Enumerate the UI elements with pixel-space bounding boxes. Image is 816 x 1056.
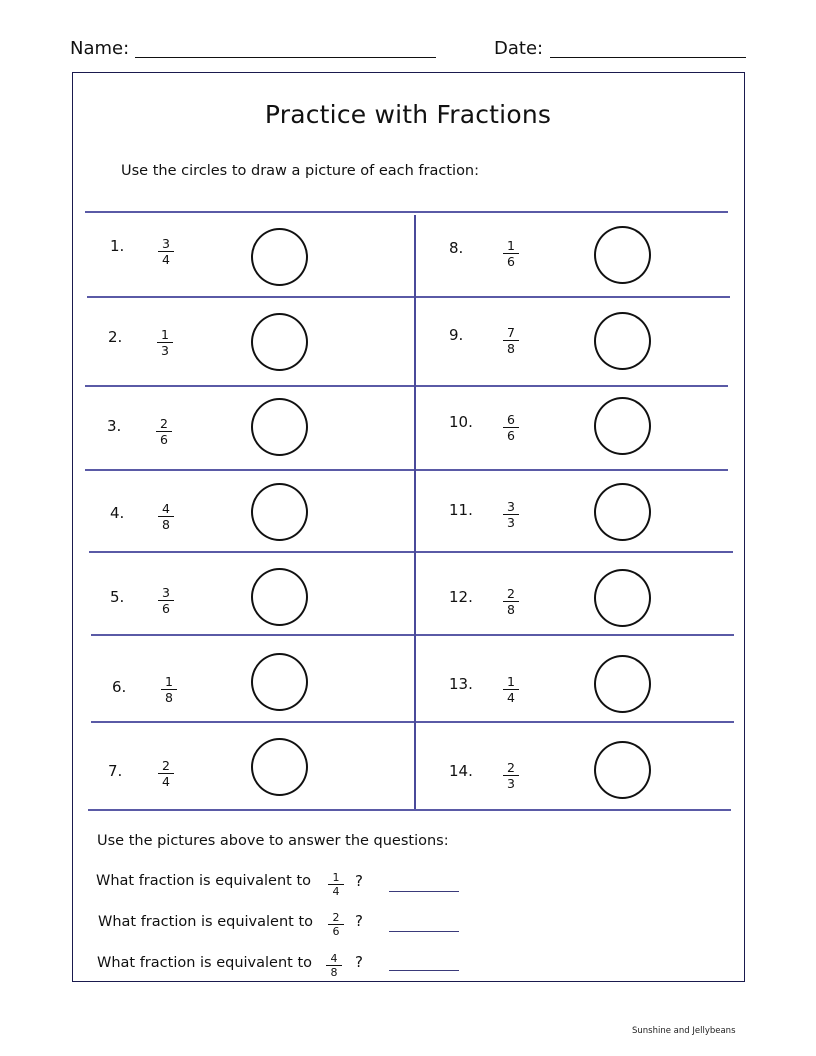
fraction: $\frac{2}{4}$ (157, 759, 175, 788)
drawing-circle[interactable] (251, 738, 308, 796)
grid-line (85, 385, 728, 387)
fraction: $\frac{1}{6}$ (502, 239, 520, 268)
grid-line (87, 296, 730, 298)
drawing-circle[interactable] (251, 398, 308, 456)
questions-instructions: Use the pictures above to answer the questions: (97, 833, 449, 849)
drawing-circle[interactable] (594, 569, 651, 627)
footer-credit: Sunshine and Jellybeans (632, 1026, 736, 1036)
problem-number: 2. (108, 328, 123, 346)
problem-number: 13. (449, 675, 473, 693)
problem-number: 6. (112, 678, 127, 696)
problem-number: 9. (449, 326, 464, 344)
fraction: $\frac{1}{3}$ (156, 328, 174, 357)
grid-line (91, 721, 734, 723)
question-text: What fraction is equivalent to (98, 914, 314, 930)
question-text: What fraction is equivalent to (97, 955, 313, 971)
drawing-circle[interactable] (594, 655, 651, 713)
problem-number: 7. (108, 762, 123, 780)
problem-number: 5. (110, 588, 125, 606)
column-divider (414, 215, 416, 809)
drawing-circle[interactable] (251, 483, 308, 541)
drawing-circle[interactable] (251, 568, 308, 626)
fraction: $\frac{2}{3}$ (502, 761, 520, 790)
problem-number: 14. (449, 762, 473, 780)
drawing-circle[interactable] (594, 397, 651, 455)
date-field[interactable] (550, 57, 746, 58)
fraction: $\frac{2}{8}$ (502, 587, 520, 616)
problem-number: 1. (110, 237, 125, 255)
name-field[interactable] (135, 57, 436, 58)
grid-line (85, 211, 728, 213)
grid-line (89, 551, 733, 553)
problem-number: 4. (110, 504, 125, 522)
drawing-circle[interactable] (251, 653, 308, 711)
problem-number: 10. (449, 413, 473, 431)
question-mark: ? (355, 872, 363, 890)
fraction: $\frac{4}{8}$ (157, 502, 175, 531)
question-mark: ? (355, 912, 363, 930)
answer-blank[interactable] (389, 891, 459, 892)
fraction: $\frac{6}{6}$ (502, 413, 520, 442)
drawing-circle[interactable] (251, 228, 308, 286)
problem-number: 3. (107, 417, 122, 435)
problem-number: 11. (449, 501, 473, 519)
question-text: What fraction is equivalent to (96, 873, 312, 889)
grid-line (85, 469, 728, 471)
date-label: Date: (494, 38, 544, 59)
drawing-circle[interactable] (594, 226, 651, 284)
fraction: $\frac{2}{6}$ (327, 912, 345, 937)
question-mark: ? (355, 953, 363, 971)
grid-line (91, 634, 734, 636)
problem-number: 12. (449, 588, 473, 606)
answer-blank[interactable] (389, 970, 459, 971)
answer-blank[interactable] (389, 931, 459, 932)
fraction: $\frac{3}{6}$ (157, 586, 175, 615)
problem-number: 8. (449, 239, 464, 257)
name-label: Name: (70, 38, 130, 59)
fraction: $\frac{1}{4}$ (327, 872, 345, 897)
drawing-circle[interactable] (251, 313, 308, 371)
fraction: $\frac{1}{4}$ (502, 675, 520, 704)
fraction: $\frac{3}{3}$ (502, 500, 520, 529)
drawing-instructions: Use the circles to draw a picture of each fraction: (121, 163, 480, 179)
fraction: $\frac{3}{4}$ (157, 237, 175, 266)
fraction: $\frac{2}{6}$ (155, 417, 173, 446)
drawing-circle[interactable] (594, 312, 651, 370)
fraction: $\frac{1}{8}$ (160, 675, 178, 704)
fraction: $\frac{4}{8}$ (325, 953, 343, 978)
drawing-circle[interactable] (594, 483, 651, 541)
worksheet-title: Practice with Fractions (264, 100, 552, 129)
grid-line (88, 809, 731, 811)
drawing-circle[interactable] (594, 741, 651, 799)
fraction: $\frac{7}{8}$ (502, 326, 520, 355)
